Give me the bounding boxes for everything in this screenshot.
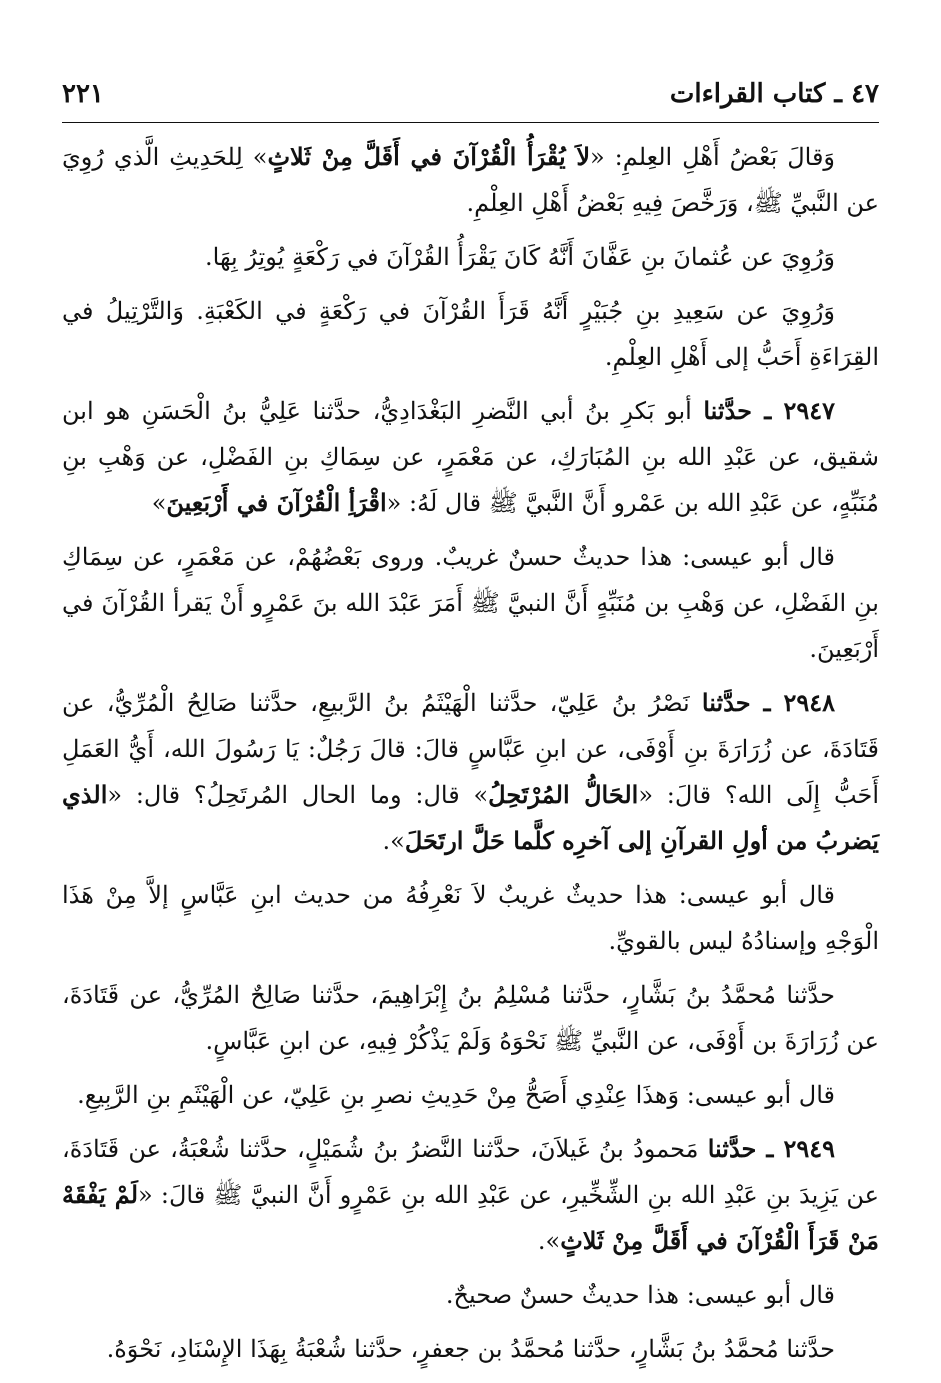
text-segment: قال أبو عيسى: هذا حديثٌ حسنٌ صحيحٌ. <box>445 1281 835 1309</box>
haddathana-label: حدَّثنا <box>701 688 751 717</box>
hadith-2947 <box>62 388 879 526</box>
haddathana-label: حدَّثنا <box>707 1134 757 1163</box>
hadith-quote: الحَالُّ المُرْتَحِلُ <box>488 780 639 809</box>
hadith-number: ٢٩٤٨ ـ <box>750 688 835 717</box>
text-segment: نَصْرُ بنُ عَلِيّ، حدَّثنا الْهَيْثَمُ بنُ الرَّبيعِ، حدَّثنا صَالِحُ الْمُرِّيُّ، عن قَتَادَةَ، عن زُرَارَةَ بنِ أَوْفَى، عن ابنِ عَبَّاسٍ قالَ: قالَ رَجُلٌ: يَا رَسُولَ الله، أَيُّ العَمَلِ أَحَبُّ إِلَى الله؟ قالَ: « <box>62 689 880 809</box>
paragraph-1 <box>62 134 879 226</box>
text-segment: » قال: وما الحال المُرتَحِلُ؟ قال: « <box>107 781 489 809</box>
header-rule <box>62 122 879 123</box>
text-segment: قال أبو عيسى: وَهذَا عِنْدِي أَصَحُّ مِنْ حَدِيثِ نصرِ بنِ عَلِيّ، عن الْهَيْثَمِ بنِ الرَّبِيعِ. <box>77 1081 835 1109</box>
paragraph-12 <box>62 1326 879 1372</box>
page-body <box>62 134 880 1363</box>
text-segment: حدَّثنا مُحمَّدُ بنُ بَشَّارٍ، حدَّثنا مُحمَّدُ بن جعفرٍ، حدَّثنا شُعْبَةُ بِهَذَا الإِسْنَادِ، نَحْوَهُ. <box>106 1335 835 1363</box>
paragraph-5 <box>62 534 879 672</box>
text-segment: وَرُوِيَ عن عُثمانَ بنِ عَفَّانَ أَنَّهُ كَانَ يَقْرَأُ القُرْآنَ في رَكْعَةٍ يُوتِرُ بِهَا. <box>205 243 835 271</box>
paragraph-8 <box>62 972 879 1064</box>
text-segment: » لِلحَدِيثِ الَّذي رُوِيَ عن النَّبيِّ ﷺ، وَرَخَّصَ فِيهِ بَعْضُ أَهْلِ العِلْمِ. <box>62 143 879 217</box>
text-segment: » <box>151 489 167 517</box>
hadith-number: ٢٩٤٧ ـ <box>751 396 835 425</box>
text-segment: أبو بَكرِ بنُ أبي النَّضرِ البَغْدَادِيُّ، حدَّثنا عَلِيُّ بنُ الْحَسَنِ هو ابن شقيق، عن عَبْدِ الله بنِ المُبَارَكِ، عن مَعْمَرٍ، عن سِمَاكِ بنِ الفَضْلِ، عن وَهْبِ بنِ مُنَبِّهٍ، عن عَبْدِ الله بن عَمْرو أَنَّ النَّبيَّ ﷺ قال لَهُ: « <box>62 397 879 517</box>
haddathana-label: حدَّثنا <box>703 396 752 425</box>
hadith-quote: لَمْ يَفْقَهْ مَنْ قَرَأَ الْقُرْآنَ في أَقَلَّ مِنْ ثَلاثٍ <box>62 1180 879 1255</box>
paragraph-3 <box>62 288 879 380</box>
hadith-quote: لاَ يُقْرَأُ الْقُرْآنَ في أَقَلَّ مِنْ ثَلاثٍ <box>267 142 591 171</box>
paragraph-9 <box>62 1072 879 1118</box>
hadith-number: ٢٩٤٩ ـ <box>756 1134 835 1163</box>
text-segment: قال أبو عيسى: هذا حديثٌ حسنٌ غريبٌ. وروى بَعْضُهُمْ، عن مَعْمَرٍ، عن سِمَاكِ بنِ الفَضْلِ، عن وَهْبِ بن مُنَبِّهٍ أَنَّ النبيَّ ﷺ أَمَرَ عَبْدَ الله بنَ عَمْرٍو أَنْ يَقرأ القُرْآنَ في أَرْبَعِينَ. <box>62 543 879 663</box>
paragraph-7 <box>62 872 879 964</box>
text-segment: قال أبو عيسى: هذا حديثٌ غريبٌ لاَ نَعْرِفُهُ من حديث ابنِ عَبَّاسٍ إلاَّ مِنْ هَذَا الْوَجْهِ وإسنادُهُ ليس بالقويِّ. <box>62 881 879 955</box>
paragraph-11 <box>62 1272 879 1318</box>
text-segment: مَحمودُ بنُ غَيلاَنَ، حدَّثنا النَّضرُ بنُ شُمَيْلٍ، حدَّثنا شُعْبَةُ، عن قَتَادَةَ، عن يَزِيدَ بنِ عَبْدِ الله بنِ الشِّخِّيرِ، عن عَبْدِ الله بنِ عَمْرٍو أَنَّ النبيَّ ﷺ قالَ: « <box>62 1135 879 1209</box>
text-segment: ». <box>537 1227 561 1255</box>
hadith-2949 <box>62 1126 879 1264</box>
text-segment: وَرُوِيَ عن سَعِيدِ بنِ جُبَيْرٍ أَنَّهُ قَرَأَ القُرْآنَ في رَكْعَةٍ في الكَعْبَةِ. وَالتَّرْتِيلُ في القِرَاءَةِ أَحَبُّ إلى أَهْلِ العِلْمِ. <box>62 297 879 371</box>
hadith-quote: اقْرَأِ الْقُرْآنَ في أَرْبَعِينَ <box>166 488 387 517</box>
running-title: ٤٧ ـ كتاب القراءات <box>669 79 879 109</box>
text-segment: وَقالَ بَعْضُ أَهْلِ العِلمِ: « <box>590 143 836 171</box>
text-segment: ». <box>382 827 405 855</box>
page-header <box>62 72 879 116</box>
page-number: ٢٢١ <box>62 79 104 109</box>
text-segment: حدَّثنا مُحمَّدُ بنُ بَشَّارٍ، حدَّثنا مُسْلِمُ بنُ إِبْرَاهِيمَ، حدَّثنا صَالِحٌ المُرِّيُّ، عن قَتَادَةَ، عن زُرَارَةَ بن أَوْفَى، عن النَّبيِّ ﷺ نَحْوَهُ وَلَمْ يَذْكُرْ فِيهِ، عن ابنِ عَبَّاسٍ. <box>62 981 879 1055</box>
hadith-quote: الذي يَضربُ من أولِ القرآنِ إلى آخرِه كلَّما حَلَّ ارتَحَلَ <box>62 780 879 855</box>
hadith-2948 <box>62 680 879 864</box>
paragraph-2 <box>62 234 879 280</box>
